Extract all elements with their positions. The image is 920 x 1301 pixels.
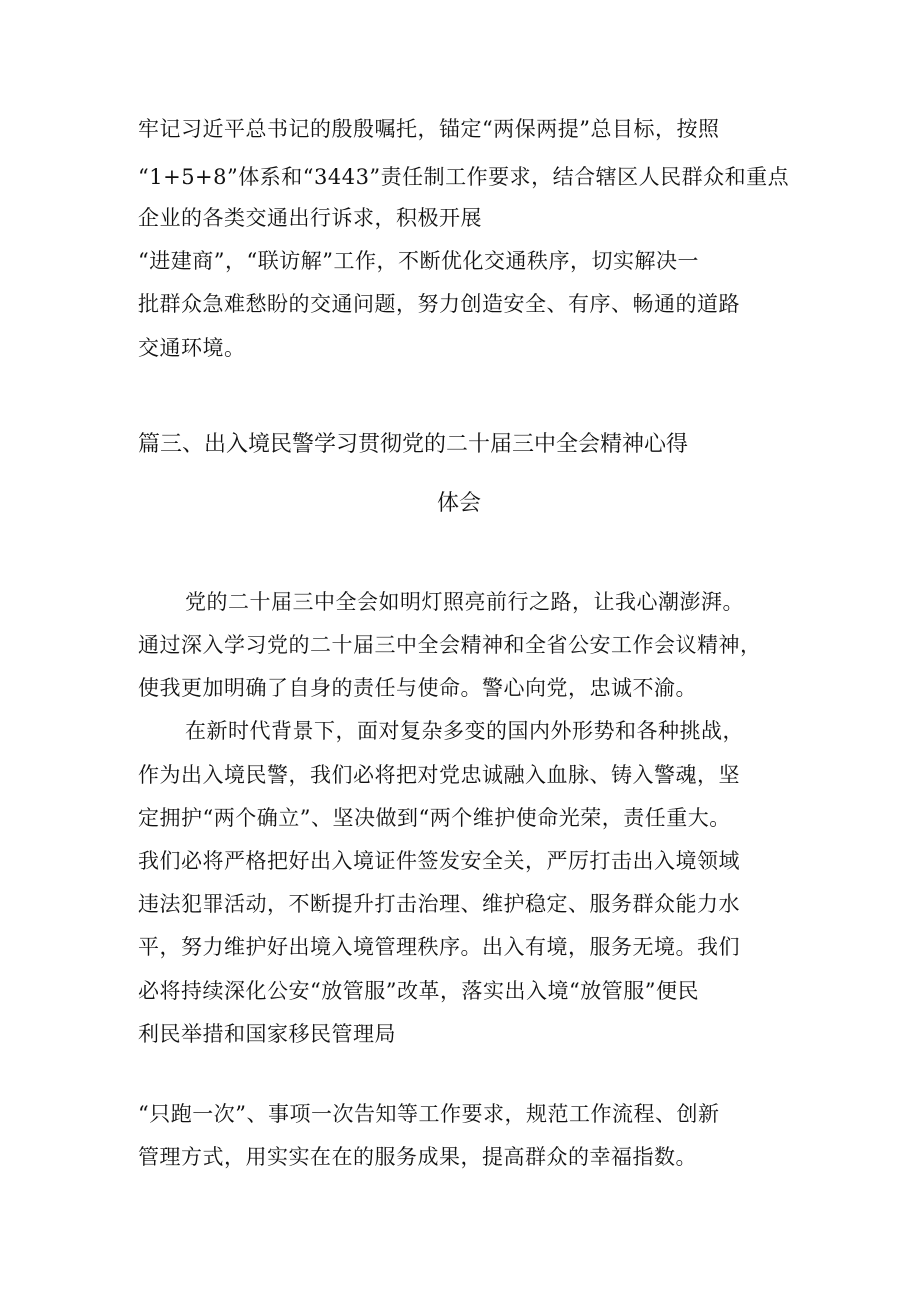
section-title-continued: 体会 xyxy=(437,491,482,516)
paragraph-line: 平，努力维护好出境入境管理秩序。出入有境，服务无境。我们 xyxy=(138,935,740,959)
paragraph-line: 通过深入学习党的二十届三中全会精神和全省公安工作会议精神， xyxy=(138,633,762,657)
paragraph-line: 使我更加明确了自身的责任与使命。警心向党，忠诚不渝。 xyxy=(138,676,697,700)
paragraph-line: 作为出入境民警，我们必将把对党忠诚融入血脉、铸入警魂，坚 xyxy=(138,763,740,787)
paragraph-line: “只跑一次”、事项一次告知等工作要求，规范工作流程、创新 xyxy=(138,1102,720,1126)
paragraph-line: 在新时代背景下，面对复杂多变的国内外形势和各种挑战， xyxy=(185,719,744,743)
paragraph-line: 管理方式，用实实在在的服务成果，提高群众的幸福指数。 xyxy=(138,1145,697,1169)
paragraph-line: 定拥护“两个确立”、坚决做到“两个维护使命光荣，责任重大。 xyxy=(138,806,731,830)
text-line: 牢记习近平总书记的殷殷嘱托，锚定“两保两提”总目标，按照 xyxy=(138,117,720,141)
paragraph-line: 党的二十届三中全会如明灯照亮前行之路，让我心潮澎湃。 xyxy=(185,590,744,614)
text-line: 批群众急难愁盼的交通问题，努力创造安全、有序、畅通的道路 xyxy=(138,292,740,316)
paragraph-line: 利民举措和国家移民管理局 xyxy=(138,1022,396,1046)
text-line: 企业的各类交通出行诉求，积极开展 xyxy=(138,206,482,230)
paragraph-line: 违法犯罪活动，不断提升打击治理、维护稳定、服务群众能力水 xyxy=(138,892,740,916)
text-line: “进建商”，“联访解”工作，不断优化交通秩序，切实解决一 xyxy=(138,249,699,273)
text-line: 交通环境。 xyxy=(138,336,246,360)
paragraph-line: 我们必将严格把好出入境证件签发安全关，严厉打击出入境领域 xyxy=(138,849,740,873)
section-title: 篇三、出入境民警学习贯彻党的二十届三中全会精神心得 xyxy=(138,432,689,457)
paragraph-line: 必将持续深化公安“放管服”改革，落实出入境“放管服”便民 xyxy=(138,979,699,1003)
text-line: “1+5+8”体系和“3443”责任制工作要求，结合辖区人民群众和重点 xyxy=(138,165,790,189)
